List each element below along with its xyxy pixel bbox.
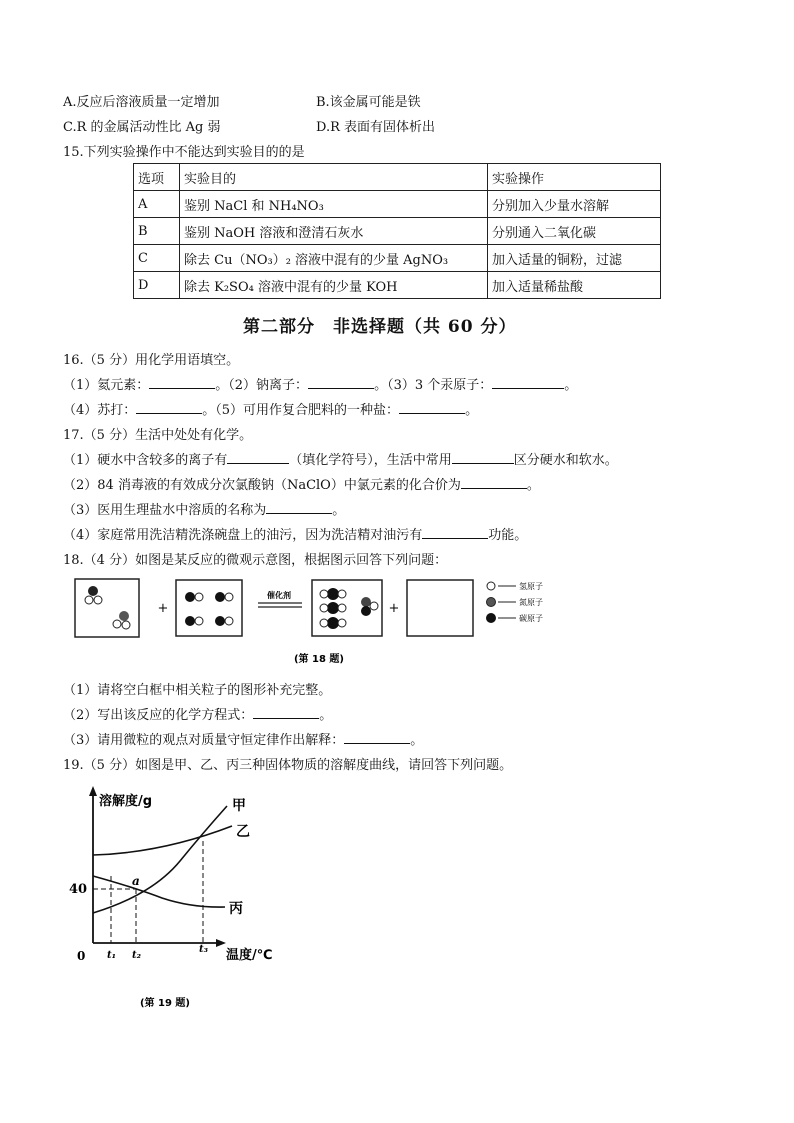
molecule — [185, 616, 203, 626]
row-purpose: 鉴别 NaCl 和 NH₄NO₃ — [180, 191, 488, 218]
q17-end-4: 功能。 — [488, 528, 528, 543]
q16-part-4: （4）苏打： — [63, 403, 137, 418]
question-17-line-4 — [63, 524, 527, 543]
question-16-line-2 — [63, 399, 478, 418]
molecule — [320, 588, 346, 600]
x-axis-arrow-icon — [216, 939, 226, 947]
q16-part-3: 。（3）3 个汞原子： — [374, 378, 493, 393]
experiment-table — [133, 163, 661, 299]
answer-blank[interactable] — [399, 401, 465, 414]
option-b: B.该金属可能是铁 — [316, 95, 421, 110]
answer-blank[interactable] — [227, 451, 289, 464]
series-label: 甲 — [232, 798, 246, 814]
series-label: 乙 — [236, 824, 250, 840]
answer-blank[interactable] — [492, 376, 564, 389]
table-row — [134, 218, 661, 245]
molecule — [85, 586, 102, 604]
legend-label: 氢原子 — [519, 582, 543, 591]
x-axis-label: 温度/℃ — [226, 948, 273, 963]
option-a: A.反应后溶液质量一定增加 — [63, 95, 220, 110]
x-tick-label: t₃ — [199, 944, 208, 955]
question-17-line-3 — [63, 499, 345, 518]
row-operation: 加入适量稀盐酸 — [488, 272, 661, 299]
q17-part-3: 区分硬水和软水。 — [513, 453, 618, 468]
q18-part-3: （3）请用微粒的观点对质量守恒定律作出解释： — [63, 733, 345, 748]
q18-end-2: 。 — [319, 708, 333, 723]
question-15-stem: 15.下列实验操作中不能达到实验目的的是 — [63, 145, 305, 160]
row-option: B — [134, 218, 180, 245]
answer-blank[interactable] — [136, 401, 202, 414]
table-row — [134, 245, 661, 272]
answer-blank[interactable] — [253, 706, 319, 719]
legend-label: 氮原子 — [519, 598, 543, 607]
option-c: C.R 的金属活动性比 Ag 弱 — [63, 120, 221, 135]
q17-part-4: （2）84 消毒液的有效成分次氯酸钠（NaClO）中氯元素的化合价为 — [63, 478, 461, 493]
y-tick-label: 40 — [69, 882, 88, 897]
q16-end-2: 。 — [465, 403, 479, 418]
x-tick-label: t₂ — [132, 950, 141, 961]
table-row — [134, 272, 661, 299]
molecule — [361, 597, 378, 616]
question-19-stem: 19.（5 分）如图是甲、乙、丙三种固体物质的溶解度曲线，请回答下列问题。 — [63, 758, 513, 773]
question-17-line-1 — [63, 449, 618, 468]
header-option: 选项 — [134, 164, 180, 191]
hydrogen-atom-icon — [487, 582, 495, 590]
question-17-stem: 17.（5 分）生活中处处有化学。 — [63, 428, 253, 443]
row-option: A — [134, 191, 180, 218]
solubility-chart — [62, 780, 292, 1020]
answer-blank[interactable] — [461, 476, 527, 489]
row-purpose: 除去 K₂SO₄ 溶液中混有的少量 KOH — [180, 272, 488, 299]
molecule — [215, 616, 233, 626]
legend — [486, 581, 543, 623]
header-purpose: 实验目的 — [180, 164, 488, 191]
header-operation: 实验操作 — [488, 164, 661, 191]
molecule — [320, 617, 346, 629]
y-axis-label: 溶解度/g — [99, 794, 153, 809]
table-header-row — [134, 164, 661, 191]
blank-particle-box[interactable] — [407, 580, 473, 636]
q17-part-1: （1）硬水中含较多的离子有 — [63, 453, 228, 468]
answer-blank[interactable] — [422, 526, 488, 539]
answer-blank[interactable] — [266, 501, 332, 514]
q17-end-3: 。 — [332, 503, 346, 518]
q17-part-6: （4）家庭常用洗洁精洗涤碗盘上的油污，因为洗洁精对油污有 — [63, 528, 423, 543]
q16-part-5: 。（5）可用作复合肥料的一种盐： — [202, 403, 400, 418]
molecule — [185, 592, 203, 602]
q18-part-2: （2）写出该反应的化学方程式： — [63, 708, 254, 723]
row-purpose: 鉴别 NaOH 溶液和澄清石灰水 — [180, 218, 488, 245]
q16-part-2: 。（2）钠离子： — [215, 378, 309, 393]
origin-label: 0 — [77, 949, 86, 963]
reactant-box-1 — [75, 579, 139, 637]
row-option: D — [134, 272, 180, 299]
answer-blank[interactable] — [149, 376, 215, 389]
row-option: C — [134, 245, 180, 272]
q18-end-3: 。 — [410, 733, 424, 748]
question-18-sub-3 — [63, 729, 423, 748]
row-operation: 加入适量的铜粉，过滤 — [488, 245, 661, 272]
row-operation: 分别加入少量水溶解 — [488, 191, 661, 218]
answer-blank[interactable] — [308, 376, 374, 389]
x-tick-label: t₁ — [107, 950, 116, 961]
plus-sign: + — [157, 601, 169, 616]
molecule — [320, 602, 346, 614]
question-16-line-1 — [63, 374, 577, 393]
nitrogen-atom-icon — [487, 598, 496, 607]
reactant-box-2 — [176, 580, 242, 636]
y-axis-arrow-icon — [89, 786, 97, 796]
question-17-line-2 — [63, 474, 540, 493]
curve-yi — [93, 826, 232, 855]
question-16-stem: 16.（5 分）用化学用语填空。 — [63, 353, 240, 368]
section-title: 第二部分 非选择题（共 60 分） — [243, 317, 517, 337]
table-row — [134, 191, 661, 218]
question-18-stem: 18.（4 分）如图是某反应的微观示意图，根据图示回答下列问题： — [63, 553, 448, 568]
catalyst-label: 催化剂 — [267, 590, 291, 600]
q17-part-2: （填化学符号），生活中常用 — [289, 453, 452, 468]
q17-part-5: （3）医用生理盐水中溶质的名称为 — [63, 503, 267, 518]
legend-label: 碳原子 — [519, 614, 543, 623]
row-purpose: 除去 Cu（NO₃）₂ 溶液中混有的少量 AgNO₃ — [180, 245, 488, 272]
q16-end: 。 — [564, 378, 578, 393]
row-operation: 分别通入二氧化碳 — [488, 218, 661, 245]
molecule — [113, 611, 130, 629]
answer-blank[interactable] — [452, 451, 514, 464]
question-18-sub-2 — [63, 704, 332, 723]
q16-part-1: （1）氦元素： — [63, 378, 150, 393]
molecule — [215, 592, 233, 602]
reaction-diagram — [62, 570, 562, 670]
figure-caption: (第 19 题) — [139, 998, 191, 1009]
series-label: 丙 — [229, 901, 243, 917]
option-d: D.R 表面有固体析出 — [316, 120, 436, 135]
question-18-sub-1: （1）请将空白框中相关粒子的图形补充完整。 — [63, 683, 332, 698]
point-label: a — [132, 874, 140, 888]
answer-blank[interactable] — [344, 731, 410, 744]
figure-caption: (第 18 题) — [293, 654, 345, 665]
q17-end-2: 。 — [526, 478, 540, 493]
plus-sign: + — [388, 601, 400, 616]
carbon-atom-icon — [486, 613, 496, 623]
